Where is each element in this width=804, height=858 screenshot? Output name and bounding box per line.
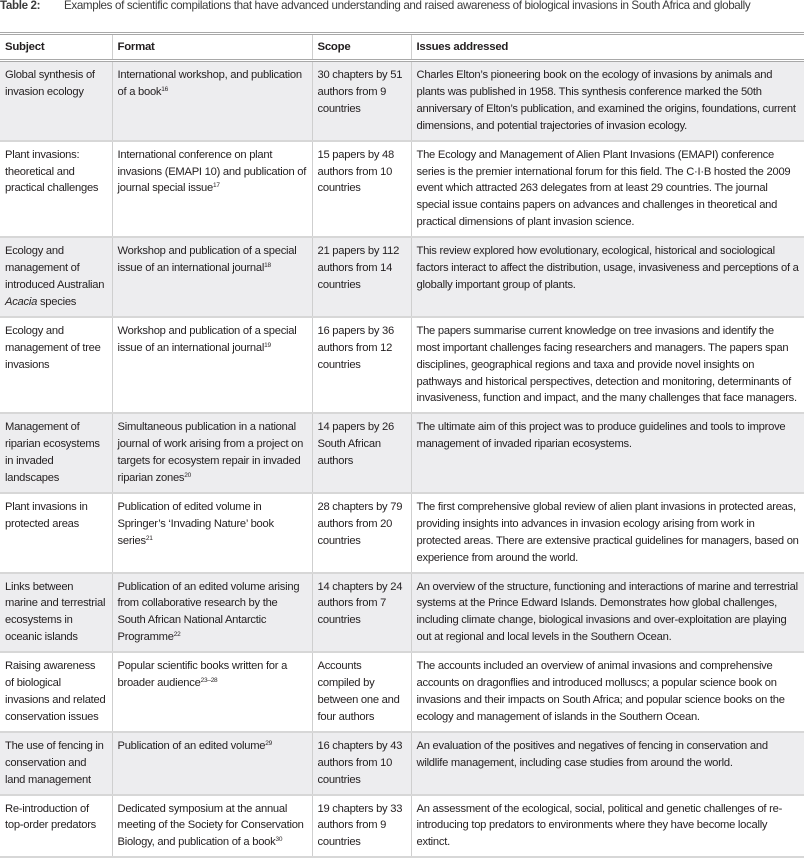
- cell-subject: Raising awareness of biological invasions and related conservation issues: [0, 652, 112, 732]
- reference-superscript: 20: [184, 472, 192, 480]
- compilations-table: [0, 32, 804, 858]
- table-row: [0, 413, 804, 493]
- cell-format: Simultaneous publication in a national journal of work arising from a project on targets for ecosystem repair in invaded riparian zones$^{20}$: [112, 413, 312, 493]
- cell-issues: An evaluation of the positives and negatives of fencing in conservation and wildlife management, including case studies from around the world.: [416, 739, 768, 769]
- reference-superscript: 21: [145, 534, 153, 542]
- cell-subject: The use of fencing in conservation and land management: [0, 732, 112, 795]
- cell-subject: Ecology and management of introduced Australian Acacia species: [0, 237, 112, 317]
- cell-subject: Global synthesis of invasion ecology: [0, 61, 112, 141]
- reference-superscript: 16: [161, 85, 169, 93]
- reference-superscript: 22: [173, 631, 181, 639]
- reference-superscript: 19: [264, 341, 271, 349]
- cell-issues: The Ecology and Management of Alien Plant Invasions (EMAPI) conference series is the premier international forum for this field. The C·I·B hosted the 2009 event which attracted 263 delegates from at least 29 countries. The journal special issue contains papers on advances and challenges in theoretical and practical dimensions of plant invasion science.: [416, 148, 791, 229]
- table-caption-text: Examples of scientific compilations that have advanced understanding and raised awareness of biological invasions in South Africa and globally: [64, 0, 751, 12]
- table-row: [0, 493, 804, 573]
- table-row: [0, 732, 804, 795]
- cell-scope: 16 papers by 36 authors from 12 countries: [312, 317, 411, 414]
- cell-scope: 16 chapters by 43 authors from 10 countries: [312, 732, 411, 795]
- cell-scope: 14 chapters by 24 authors from 7 countries: [312, 573, 411, 653]
- table-header-row: [0, 34, 804, 61]
- table-row: [0, 61, 804, 141]
- cell-format: International conference on plant invasions (EMAPI 10) and publication of journal special issue$^{17}$: [112, 141, 312, 238]
- cell-issues: An assessment of the ecological, social, political and genetic challenges of re-introducing top predators to environments where they have become locally extinct.: [416, 802, 783, 849]
- table-body: [0, 61, 804, 858]
- cell-issues: An overview of the structure, functioning and interactions of marine and terrestrial systems at the Prince Edward Islands. Demonstrates how global challenges, including climate change, biological invasions and over-exploitation are playing out at regional and local levels in the Southern Ocean.: [416, 580, 798, 644]
- reference-superscript: 18: [264, 262, 271, 270]
- cell-format: Publication of an edited volume arising from collaborative research by the South African National Antarctic Programme$^{22}$: [112, 573, 312, 653]
- cell-scope: 14 papers by 26 South African authors: [312, 413, 411, 493]
- table-row: [0, 141, 804, 238]
- cell-subject: Links between marine and terrestrial ecosystems in oceanic islands: [0, 573, 112, 653]
- cell-scope: 21 papers by 112 authors from 14 countries: [312, 237, 411, 317]
- cell-issues: The accounts included an overview of animal invasions and comprehensive accounts on dragonflies and introduced molluscs; a popular science book on invasions and their impacts on South Africa; and popular science books on the ecology and management of islands in the Southern Ocean.: [416, 660, 785, 723]
- cell-scope: 30 chapters by 51 authors from 9 countries: [312, 61, 411, 141]
- reference-superscript: 30: [275, 836, 283, 844]
- reference-superscript: 17: [213, 182, 220, 190]
- cell-issues: This review explored how evolutionary, ecological, historical and sociological factors interact to affect the distribution, usage, invasiveness and perceptions of a globally important group of plants.: [416, 245, 799, 291]
- cell-format: Popular scientific books written for a broader audience$^{23-28}$: [112, 652, 312, 732]
- cell-format: Workshop and publication of a special issue of an international journal$^{18}$: [112, 237, 312, 317]
- cell-scope: 28 chapters by 79 authors from 20 countries: [312, 493, 411, 573]
- cell-scope: 15 papers by 48 authors from 10 countries: [312, 141, 411, 238]
- reference-superscript: 29: [265, 739, 272, 747]
- cell-format: Publication of an edited volume$^{29}$: [112, 732, 312, 795]
- column-header-format: Format: [112, 34, 312, 61]
- table-row: [0, 237, 804, 317]
- cell-subject: Plant invasions: theoretical and practical challenges: [0, 141, 112, 238]
- cell-format: International workshop, and publication of a book$^{16}$: [112, 61, 312, 141]
- table-header: [0, 34, 804, 61]
- table-caption: [0, 0, 804, 22]
- cell-format: Publication of edited volume in Springer’s ‘Invading Nature’ book series$^{21}$: [112, 493, 312, 573]
- cell-format: Dedicated symposium at the annual meeting of the Society for Conservation Biology, and publication of a book$^{30}$: [112, 795, 312, 858]
- cell-subject: Re-introduction of top-order predators: [0, 795, 112, 858]
- reference-superscript: 23–28: [200, 677, 218, 685]
- cell-format: Workshop and publication of a special issue of an international journal$^{19}$: [112, 317, 312, 414]
- cell-issues: The papers summarise current knowledge on tree invasions and identify the most important challenges facing researchers and managers. The papers span disciplines, geographical regions and taxa and provide novel insights on pathways and historical perspectives, detection and monitoring, determinants of invasiveness, function and impact, and the many challenges that face managers.: [416, 324, 797, 405]
- table-row: [0, 795, 804, 858]
- cell-scope: Accounts compiled by between one and four authors: [312, 652, 411, 732]
- italic-genus-name: Acacia: [5, 295, 38, 308]
- table-row: [0, 317, 804, 414]
- cell-subject: Plant invasions in protected areas: [0, 493, 112, 573]
- cell-scope: 19 chapters by 33 authors from 9 countries: [312, 795, 411, 858]
- column-header-issues: Issues addressed: [416, 41, 509, 53]
- column-header-scope: Scope: [312, 34, 411, 61]
- column-header-subject: Subject: [0, 34, 112, 61]
- cell-subject: Ecology and management of tree invasions: [0, 317, 112, 414]
- cell-issues: Charles Elton’s pioneering book on the ecology of invasions by animals and plants was published in 1958. This synthesis conference marked the 50th anniversary of Elton’s publication, and examined the origins, foundations, current dimensions, and potential trajectories of invasion ecology.: [416, 69, 796, 132]
- cell-subject: Management of riparian ecosystems in invaded landscapes: [0, 413, 112, 493]
- table-row: [0, 652, 804, 732]
- cell-issues: The ultimate aim of this project was to produce guidelines and tools to improve management of invaded riparian ecosystems.: [416, 421, 786, 451]
- cell-issues: The first comprehensive global review of alien plant invasions in protected areas, providing insights into advances in invasion ecology arising from work in protected areas. There are extensive practical guidelines for managers, based on experience from around the world.: [416, 500, 799, 564]
- table-caption-label: Table 2:: [0, 0, 41, 12]
- table-row: [0, 573, 804, 653]
